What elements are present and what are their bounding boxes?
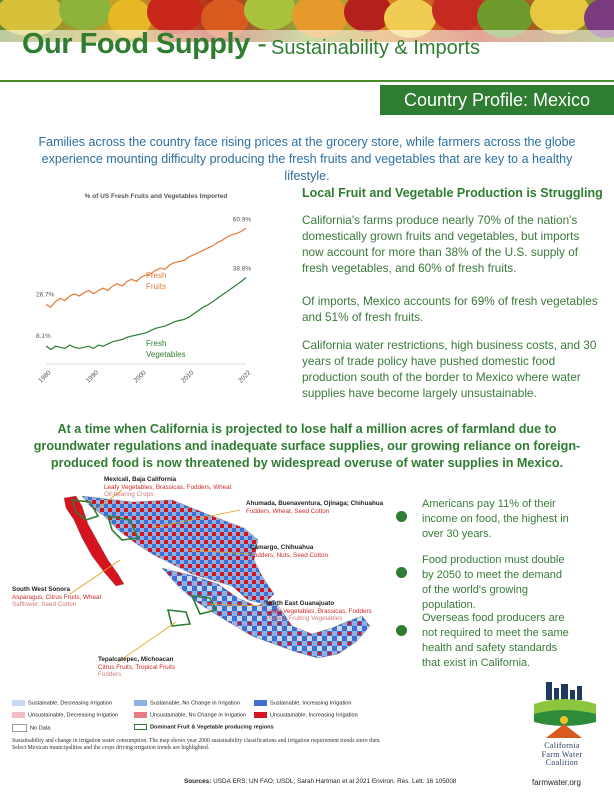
local-paragraph-3: California water restrictions, high business costs, and 30 years of trade policy have pushed domestic food production south of the border to Mexico where water supplies have become largely unsustainable. (302, 338, 597, 400)
sources-text: USDA ERS; UN FAO; USDL; Sarah Hartman et al 2021 Environ. Res. Lett. 16 105008 (213, 778, 457, 785)
legend-item (254, 712, 358, 718)
page-subtitle: Sustainability & Imports (271, 37, 480, 59)
page-title-dash: - (257, 28, 267, 60)
alert-statement: At a time when California is projected to lose half a million acres of farmland due to groundwater regulations and inadequate surface supplies, our growing reliance on foreign-produced food is now threatened by widespread overuse of water supplies in Mexico. (33, 422, 581, 470)
x-tick-label: 2010 (180, 369, 196, 385)
local-paragraph-1: California's farms produce nearly 70% of the nation's domestically grown fruits and vegetables, but imports now account for more than 38% of the U.S. supply of fresh vegetables, and 60% of fresh fruits. (302, 213, 580, 275)
legend-swatch (12, 724, 27, 732)
guanajuato-crops: Leafy Vegetables, Brassicas, Fodders (266, 607, 372, 615)
series-end-label: 38.8% (232, 265, 252, 273)
legend-swatch (12, 700, 25, 706)
legend-swatch (134, 700, 147, 706)
bullet-dot-icon (396, 511, 407, 522)
local-paragraph-2: Of imports, Mexico accounts for 69% of fresh vegetables and 51% of fresh fruits. (302, 294, 598, 324)
legend-item (12, 700, 112, 706)
legend-item (134, 724, 274, 730)
page-title (22, 28, 266, 61)
legend-swatch (12, 712, 25, 718)
legend-label: No Data (30, 725, 51, 732)
vegetables-annotation: Vegetables (146, 350, 186, 359)
legend-item (134, 712, 246, 718)
bullet-text: Overseas food producers are not required to meet the same health and safety standards that exist in California. (422, 612, 569, 669)
legend-swatch (254, 700, 267, 706)
mexico-irrigation-map (12, 476, 384, 694)
legend-item (254, 700, 351, 706)
ahumada-place: Ahumada, Buenaventura, Ojinaga; Chihuahua (246, 500, 384, 507)
bullet-dot-icon (396, 625, 407, 636)
x-tick-label: 2000 (132, 369, 148, 385)
legend-label: Sustainable, Increasing Irrigation (270, 700, 352, 707)
sonora-place: South West Sonora (12, 586, 70, 593)
ahumada-crops: Fodders, Wheat, Seed Cotton (246, 507, 330, 515)
logo-wordmark (516, 742, 608, 768)
vegetables-annotation: Fresh (146, 339, 167, 348)
country-profile-banner: Country Profile: Mexico (380, 85, 614, 115)
x-tick-label: 1990 (84, 369, 101, 385)
local-production-heading: Local Fruit and Vegetable Production is Struggling (302, 186, 603, 200)
sources-line (184, 778, 456, 785)
legend-label: Unsustainable, No Change in Irrigation (150, 712, 247, 719)
logo-line-2: Farm Water (541, 749, 583, 759)
legend-item (12, 712, 118, 718)
map-label-guanajuato (266, 600, 372, 623)
tepalcatepec-place: Tepalcatepec, Michoacan (98, 656, 174, 663)
header-divider (0, 80, 614, 82)
legend-item (12, 724, 51, 732)
tepalcatepec-crops: Citrus Fruits, Tropical Fruits (98, 663, 175, 671)
camargo-place: Camargo, Chihuahua (250, 544, 314, 551)
legend-label: Unsustainable, Decreasing Irrigation (28, 712, 119, 719)
intro-paragraph: Families across the country face rising prices at the grocery store, while farmers across the globe experience mounting difficulty producing the fresh fruits and vegetables that are key to a healthy lifestyle. (38, 135, 576, 183)
x-tick-label: 1980 (37, 369, 53, 385)
fruits-annotation: Fruits (146, 282, 166, 291)
map-label-camargo (250, 544, 328, 559)
series-start-label: 8.1% (36, 332, 51, 340)
series-line-0 (46, 228, 246, 307)
legend-label: Dominant Fruit & Vegetable producing regions (150, 724, 274, 731)
legend-swatch (134, 724, 147, 730)
series-start-label: 26.7% (36, 291, 55, 299)
legend-swatch (254, 712, 267, 718)
legend-item (134, 700, 240, 706)
bullet-text: Food production must double by 2050 to meet the demand of the world's growing population. (422, 554, 565, 611)
guanajuato-crops-2: Pulses, Fruiting Vegetables (266, 615, 343, 622)
mexicali-crops: Leafy Vegetables, Brassicas, Fodders, Wheat (104, 483, 232, 491)
website-link[interactable]: farmwater.org (532, 778, 581, 787)
bullet-text: Americans pay 11% of their income on food, the highest in over 30 years. (422, 498, 569, 540)
imports-line-chart (16, 186, 284, 386)
map-legend (12, 698, 392, 740)
chart-title: % of US Fresh Fruits and Vegetables Imported (84, 193, 228, 200)
legend-swatch (134, 712, 147, 718)
mexicali-place: Mexicali, Baja California (104, 476, 177, 483)
map-caption: Sustainability and change in irrigation water consumption. The map shows year 2000 sustainability classifications and irrigation requirement trends since then. Select Mexican municipalities and the crops driving irrigation trends are highlighted. (12, 738, 381, 752)
sources-label: Sources: (184, 778, 212, 785)
x-tick-label: 2022 (237, 369, 253, 385)
page-title-main: Our Food Supply (22, 28, 250, 60)
logo-line-1: California (544, 741, 580, 750)
camargo-crops: Fodders, Nuts, Seed Cotton (250, 551, 329, 559)
series-end-label: 60.9% (232, 216, 252, 224)
map-label-tepalcatepec (98, 656, 175, 679)
sonora-crops-2: Safflower, Seed Cotton (12, 601, 77, 608)
map-label-ahumada (246, 500, 383, 515)
logo-line-3: Coalition (545, 758, 579, 767)
map-label-sonora (12, 586, 101, 609)
bullet-dot-icon (396, 567, 407, 578)
tepalcatepec-crops-2: Fodders (98, 671, 122, 678)
legend-label: Unsustainable, Increasing Irrigation (270, 712, 358, 719)
legend-label: Sustainable, No Change in Irrigation (150, 700, 240, 707)
sonora-crops: Asparagus, Citrus Fruits, Wheat (12, 593, 102, 601)
legend-label: Sustainable, Decreasing Irrigation (28, 700, 112, 707)
guanajuato-place: North East Guanajuato (266, 600, 335, 607)
map-label-mexicali (104, 476, 231, 499)
fruits-annotation: Fresh (146, 271, 167, 280)
mexicali-crops-2: Oil-bearing Crops (104, 491, 154, 498)
